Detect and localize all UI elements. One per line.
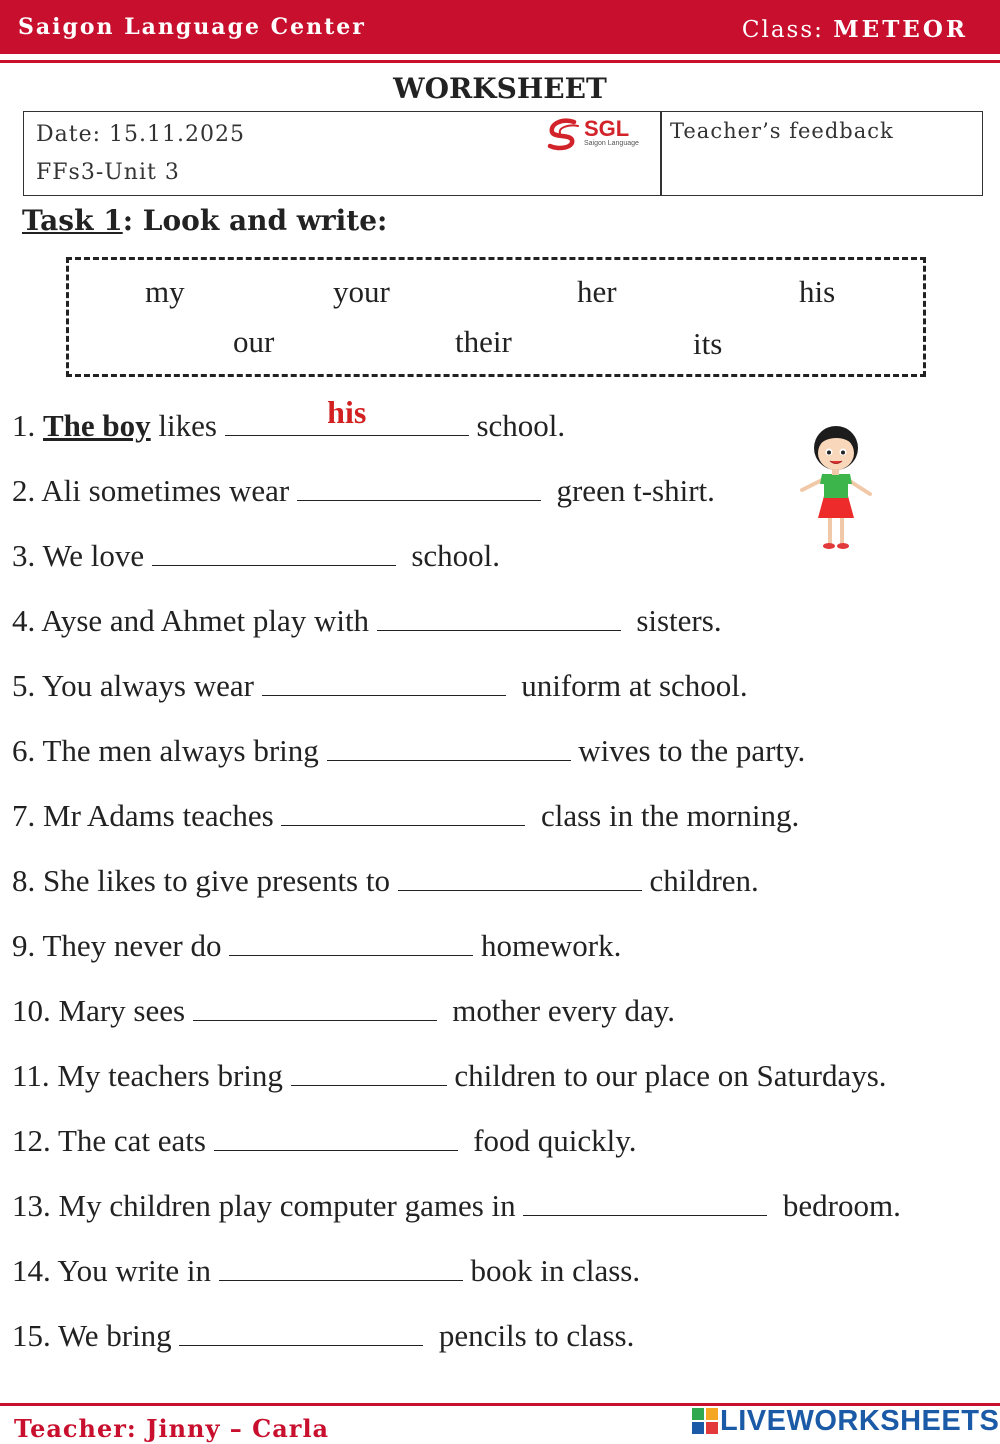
question-text: The cat eats: [50, 1123, 214, 1158]
answer-blank[interactable]: [225, 394, 469, 436]
question-number: 14.: [12, 1253, 51, 1288]
word-bank: [66, 257, 926, 377]
question-1: [12, 394, 566, 444]
question-text: homework.: [473, 928, 622, 963]
question-text: They never do: [35, 928, 230, 963]
question-number: 7.: [12, 798, 36, 833]
word-bank-item[interactable]: my: [145, 274, 185, 309]
word-bank-item[interactable]: her: [577, 274, 617, 309]
question-text: We love: [35, 538, 152, 573]
question-8: [12, 863, 759, 899]
answer-blank[interactable]: [152, 538, 396, 566]
question-text: children.: [641, 863, 759, 898]
answer-blank[interactable]: [193, 993, 437, 1021]
liveworksheets-logo-icon: [692, 1408, 718, 1434]
question-text: sisters.: [620, 603, 722, 638]
question-text: mother every day.: [436, 993, 675, 1028]
question-text: Ali sometimes wear: [35, 473, 297, 508]
question-number: 1.: [12, 408, 36, 443]
question-text: school.: [395, 538, 501, 573]
answer-blank[interactable]: [291, 1058, 447, 1086]
question-10: [12, 993, 675, 1029]
question-text: bedroom.: [767, 1188, 901, 1223]
question-number: 8.: [12, 863, 36, 898]
girl-illustration: [792, 418, 878, 554]
question-text: My children play computer games in: [50, 1188, 524, 1223]
answer-blank[interactable]: [297, 473, 541, 501]
question-4: [12, 603, 722, 639]
answer-blank[interactable]: [281, 798, 525, 826]
worksheet-title: WORKSHEET: [393, 72, 607, 105]
question-number: 10.: [12, 993, 51, 1028]
question-text: school.: [468, 408, 566, 443]
question-text: My teachers bring: [49, 1058, 291, 1093]
question-text: Mary sees: [50, 993, 193, 1028]
question-number: 6.: [12, 733, 36, 768]
word-bank-item[interactable]: your: [333, 274, 390, 309]
logo-subtext: Saigon Language: [584, 140, 639, 147]
sgl-logo-icon: [544, 116, 584, 152]
question-number: 2.: [12, 473, 36, 508]
answer-blank[interactable]: [377, 603, 621, 631]
task-instruction: : Look and write:: [122, 204, 388, 237]
word-bank-item[interactable]: their: [455, 324, 512, 359]
question-text: pencils to class.: [423, 1318, 635, 1353]
question-subject: The boy: [43, 408, 151, 443]
answer-blank[interactable]: [327, 733, 571, 761]
question-text: wives to the party.: [570, 733, 806, 768]
info-divider: [660, 112, 662, 195]
question-12: [12, 1123, 637, 1159]
question-text: She likes to give presents to: [35, 863, 398, 898]
question-number: 4.: [12, 603, 36, 638]
question-2: [12, 473, 715, 509]
class-name: METEOR: [833, 16, 968, 43]
question-7: [12, 798, 799, 834]
question-text: food quickly.: [457, 1123, 637, 1158]
word-bank-item[interactable]: its: [693, 326, 723, 361]
question-text: children to our place on Saturdays.: [446, 1058, 887, 1093]
task-heading: [22, 204, 387, 237]
word-bank-item[interactable]: his: [799, 274, 836, 309]
question-number: 15.: [12, 1318, 51, 1353]
answer-text: his: [327, 394, 367, 430]
logo-text: SGL: [584, 116, 630, 141]
question-text: Mr Adams teaches: [35, 798, 282, 833]
header-bar: [0, 0, 1000, 54]
question-text: You always wear: [35, 668, 262, 703]
question-number: 5.: [12, 668, 36, 703]
question-text: green t-shirt.: [540, 473, 715, 508]
question-text: uniform at school.: [505, 668, 748, 703]
question-15: [12, 1318, 634, 1354]
question-3: [12, 538, 500, 574]
question-text: book in class.: [462, 1253, 641, 1288]
liveworksheets-text: LIVEWORKSHEETS: [720, 1405, 1000, 1437]
date-text: Date: 15.11.2025: [36, 122, 245, 147]
answer-blank[interactable]: [398, 863, 642, 891]
question-11: [12, 1058, 887, 1094]
question-text: likes: [150, 408, 225, 443]
feedback-label: Teacher’s feedback: [670, 119, 894, 143]
unit-text: FFs3-Unit 3: [36, 160, 180, 185]
center-name: Saigon Language Center: [18, 14, 366, 40]
question-5: [12, 668, 748, 704]
question-text: Ayse and Ahmet play with: [35, 603, 377, 638]
answer-blank[interactable]: [214, 1123, 458, 1151]
footer-teacher: Teacher: Jinny – Carla: [14, 1414, 330, 1443]
class-label: [742, 16, 968, 43]
header-rule: [0, 60, 1000, 63]
liveworksheets-logo: [690, 1405, 1000, 1439]
sgl-logo: [544, 116, 644, 152]
question-6: [12, 733, 805, 769]
question-number: 12.: [12, 1123, 51, 1158]
question-14: [12, 1253, 640, 1289]
question-number: 11.: [12, 1058, 50, 1093]
question-number: 3.: [12, 538, 36, 573]
answer-blank[interactable]: [523, 1188, 767, 1216]
question-9: [12, 928, 621, 964]
question-text: The men always bring: [35, 733, 327, 768]
answer-blank[interactable]: [262, 668, 506, 696]
answer-blank[interactable]: [179, 1318, 423, 1346]
question-number: 13.: [12, 1188, 51, 1223]
question-text: You write in: [50, 1253, 219, 1288]
task-label: Task 1: [22, 204, 123, 237]
answer-blank[interactable]: [229, 928, 473, 956]
info-table: [23, 111, 983, 196]
answer-blank[interactable]: [219, 1253, 463, 1281]
question-number: 9.: [12, 928, 36, 963]
class-label-text: Class:: [741, 17, 824, 43]
question-13: [12, 1188, 901, 1224]
question-text: class in the morning.: [525, 798, 800, 833]
word-bank-item[interactable]: our: [233, 324, 275, 359]
question-text: We bring: [50, 1318, 180, 1353]
